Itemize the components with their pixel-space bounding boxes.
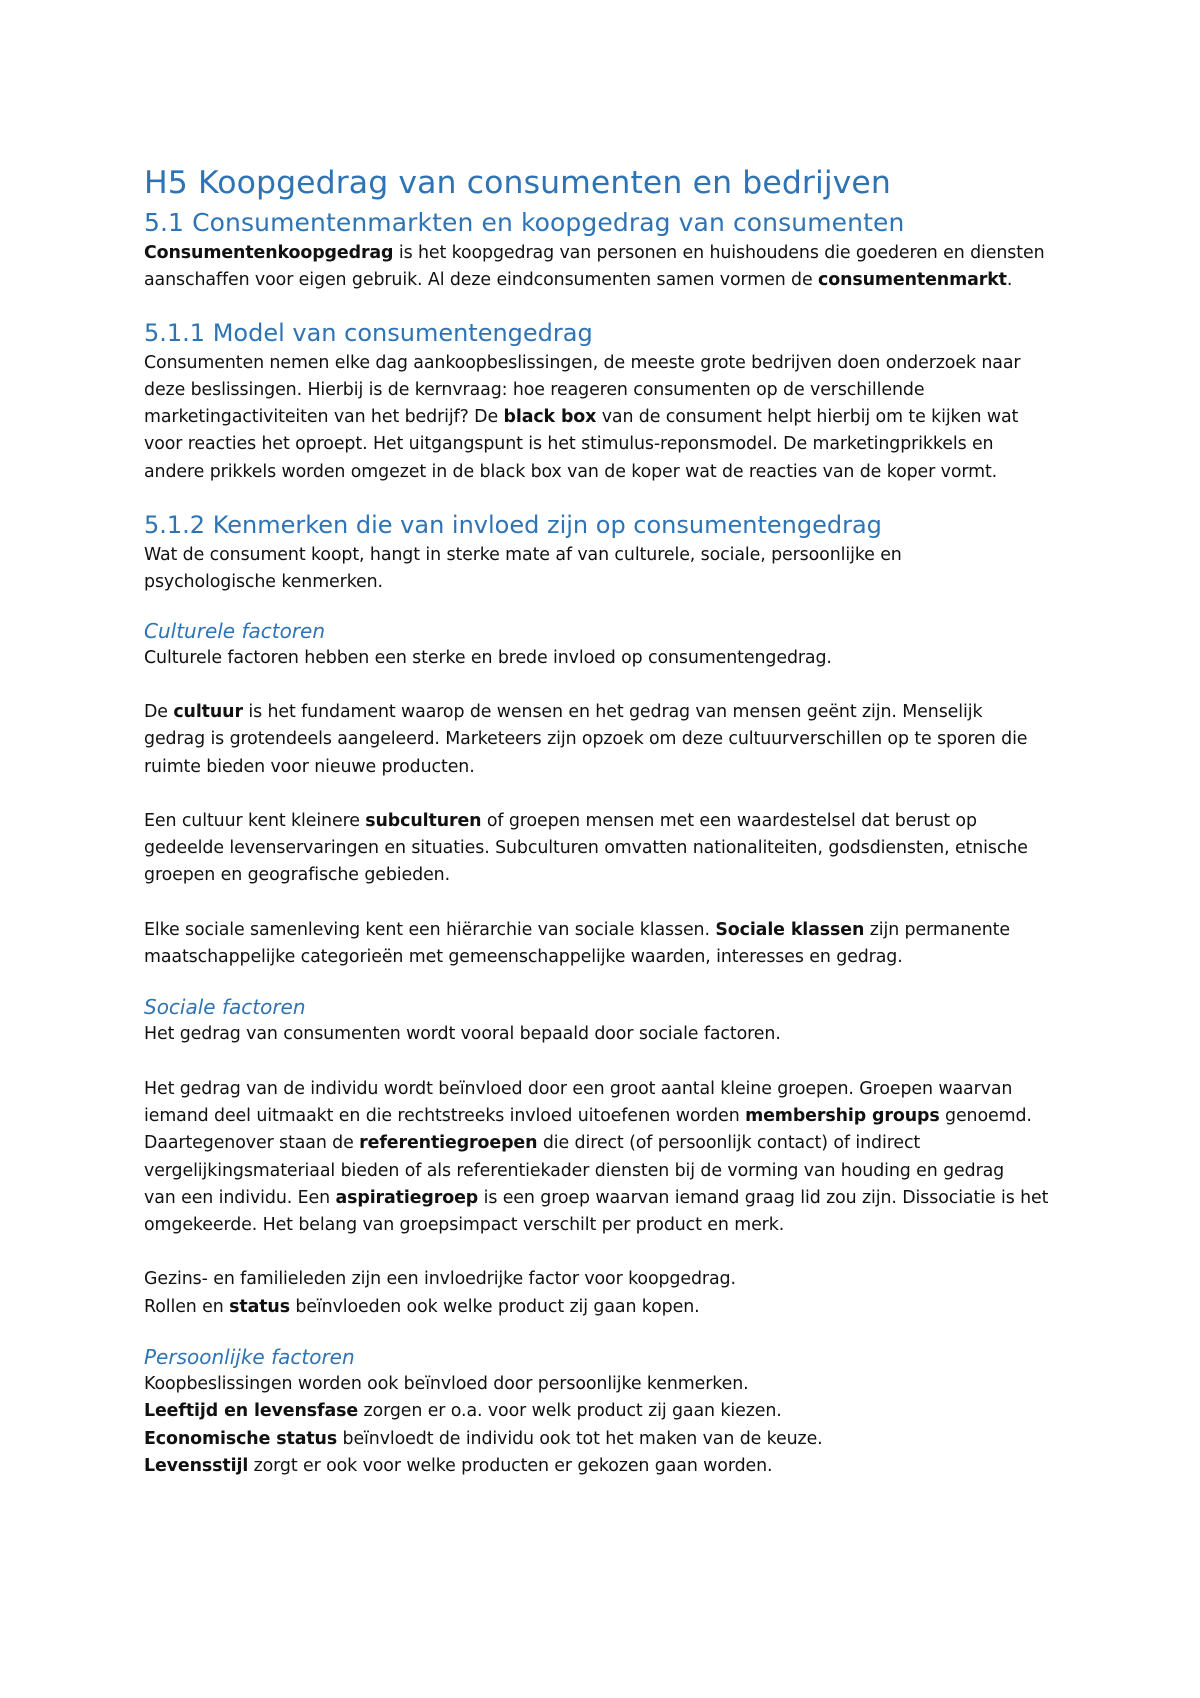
text-run: . — [1006, 270, 1013, 291]
text-line — [144, 1185, 1074, 1212]
text-line: andere prikkels worden omgezet in de black box van de koper wat de reacties van de koper vormt. — [144, 461, 998, 482]
text-run: zorgen er o.a. voor welk product zij gaan kiezen. — [358, 1401, 782, 1422]
paragraph-kenmerken-intro — [144, 542, 1074, 597]
text-line — [144, 404, 1074, 431]
text-run: iemand deel uitmaakt en die rechtstreeks invloed uitoefenen worden — [144, 1105, 746, 1126]
bold-term: black box — [503, 407, 597, 428]
text-run: van een individu. Een — [144, 1187, 336, 1208]
text-run: is het fundament waarop de wensen en het gedrag van mensen geënt zijn. Menselijk — [242, 701, 983, 722]
bold-term: Consumentenkoopgedrag — [144, 243, 394, 263]
page-title: H5 Koopgedrag van consumenten en bedrijven — [144, 165, 891, 201]
text-line: omgekeerde. Het belang van groepsimpact verschilt per product en merk. — [144, 1215, 785, 1236]
text-run: genoemd. — [939, 1105, 1032, 1126]
text-line: gedeelde levenservaringen en situaties. Subculturen omvatten nationaliteiten, godsdiensten, etnische — [144, 838, 1028, 859]
section-heading-5-1: 5.1 Consumentenmarkten en koopgedrag van consumenten — [144, 208, 905, 237]
text-line: deze beslissingen. Hierbij is de kernvraag: hoe reageren consumenten op de verschillende — [144, 379, 925, 400]
paragraph-sociale-1 — [144, 1021, 1074, 1048]
bold-term: aspiratiegroep — [335, 1187, 479, 1208]
text-line: Wat de consument koopt, hangt in sterke mate af van culturele, sociale, persoonlijke en — [144, 545, 902, 566]
text-line: groepen en geografische gebieden. — [144, 865, 451, 886]
paragraph-culturele-1 — [144, 645, 1074, 672]
bold-term: referentiegroepen — [359, 1133, 538, 1154]
text-line — [144, 808, 1074, 835]
bold-term: cultuur — [173, 701, 243, 722]
text-line: Culturele factoren hebben een sterke en brede invloed op consumentengedrag. — [144, 647, 832, 668]
paragraph-sociale-klassen — [144, 917, 1074, 972]
text-run: van de consument helpt hierbij om te kijken wat — [596, 407, 1019, 428]
subheading-sociale-factoren: Sociale factoren — [144, 995, 306, 1020]
bold-term: status — [229, 1296, 290, 1317]
text-line — [144, 1103, 1074, 1130]
text-run: marketingactiviteiten van het bedrijf? De — [144, 407, 504, 428]
text-line — [144, 240, 1074, 267]
text-run: is een groep waarvan iemand graag lid zou zijn. Dissociatie is het — [478, 1187, 1049, 1208]
text-line: Het gedrag van consumenten wordt vooral bepaald door sociale factoren. — [144, 1024, 781, 1045]
text-run: beïnvloeden ook welke product zij gaan kopen. — [289, 1296, 700, 1317]
subheading-persoonlijke-factoren: Persoonlijke factoren — [144, 1345, 355, 1370]
text-line: voor reacties het oproept. Het uitgangspunt is het stimulus-reponsmodel. De marketingprikkels en — [144, 434, 994, 455]
document-content — [144, 160, 1074, 1480]
bold-term: Sociale klassen — [715, 919, 865, 940]
text-run: die direct (of persoonlijk contact) of indirect — [537, 1133, 921, 1154]
text-line — [144, 699, 1074, 726]
text-line: psychologische kenmerken. — [144, 572, 383, 593]
text-run: beïnvloedt de individu ook tot het maken van de keuze. — [337, 1428, 823, 1449]
paragraph-groepen — [144, 1076, 1074, 1240]
subheading-culturele-factoren: Culturele factoren — [144, 618, 326, 643]
paragraph-consumentenkoopgedrag — [144, 240, 1074, 295]
text-run: De — [144, 701, 174, 722]
text-line — [144, 1130, 1074, 1157]
bold-term: subculturen — [365, 810, 482, 831]
text-line — [144, 1294, 1074, 1321]
bold-term: Levensstijl — [144, 1455, 249, 1476]
text-run: zorgt er ook voor welke producten er gekozen gaan worden. — [248, 1455, 773, 1476]
text-line: Koopbeslissingen worden ook beïnvloed door persoonlijke kenmerken. — [144, 1374, 749, 1395]
text-line: gedrag is grotendeels aangeleerd. Marketeers zijn opzoek om deze cultuurverschillen op te sporen die — [144, 729, 1028, 750]
text-line: vergelijkingsmateriaal bieden of als referentiekader diensten bij de vorming van houding en gedrag — [144, 1160, 1005, 1181]
bold-term: membership groups — [745, 1105, 940, 1126]
text-run: Elke sociale samenleving kent een hiërarchie van sociale klassen. — [144, 919, 716, 940]
text-run: is het koopgedrag van personen en huishoudens die goederen en diensten — [393, 243, 1045, 263]
paragraph-subculturen — [144, 808, 1074, 890]
paragraph-model-consumentengedrag — [144, 350, 1074, 486]
text-run: zijn permanente — [864, 919, 1010, 940]
text-line: Consumenten nemen elke dag aankoopbeslissingen, de meeste grote bedrijven doen onderzoek naar — [144, 352, 1021, 373]
paragraph-gezin-status — [144, 1266, 1074, 1321]
text-line: maatschappelijke categorieën met gemeenschappelijke waarden, interesses en gedrag. — [144, 947, 903, 968]
text-line — [144, 1398, 1074, 1425]
text-line — [144, 1453, 1074, 1480]
text-run: of groepen mensen met een waardestelsel dat berust op — [481, 810, 977, 831]
text-run: aanschaffen voor eigen gebruik. Al deze eindconsumenten samen vormen de — [144, 270, 819, 291]
section-heading-5-1-1: 5.1.1 Model van consumentengedrag — [144, 318, 593, 347]
text-line: ruimte bieden voor nieuwe producten. — [144, 756, 475, 777]
bold-term: Economische status — [144, 1428, 338, 1449]
text-run: Daartegenover staan de — [144, 1133, 360, 1154]
text-line: Het gedrag van de individu wordt beïnvloed door een groot aantal kleine groepen. Groepen waarvan — [144, 1078, 1013, 1099]
text-line — [144, 917, 1074, 944]
bold-term: consumentenmarkt — [818, 270, 1007, 291]
text-run: Een cultuur kent kleinere — [144, 810, 366, 831]
section-heading-5-1-2: 5.1.2 Kenmerken die van invloed zijn op consumentengedrag — [144, 511, 882, 540]
paragraph-persoonlijke — [144, 1371, 1074, 1480]
paragraph-cultuur — [144, 699, 1074, 781]
bold-term: Leeftijd en levensfase — [144, 1401, 359, 1422]
text-line: Gezins- en familieleden zijn een invloedrijke factor voor koopgedrag. — [144, 1269, 736, 1290]
text-line — [144, 1426, 1074, 1453]
text-line — [144, 267, 1074, 294]
text-run: Rollen en — [144, 1296, 230, 1317]
